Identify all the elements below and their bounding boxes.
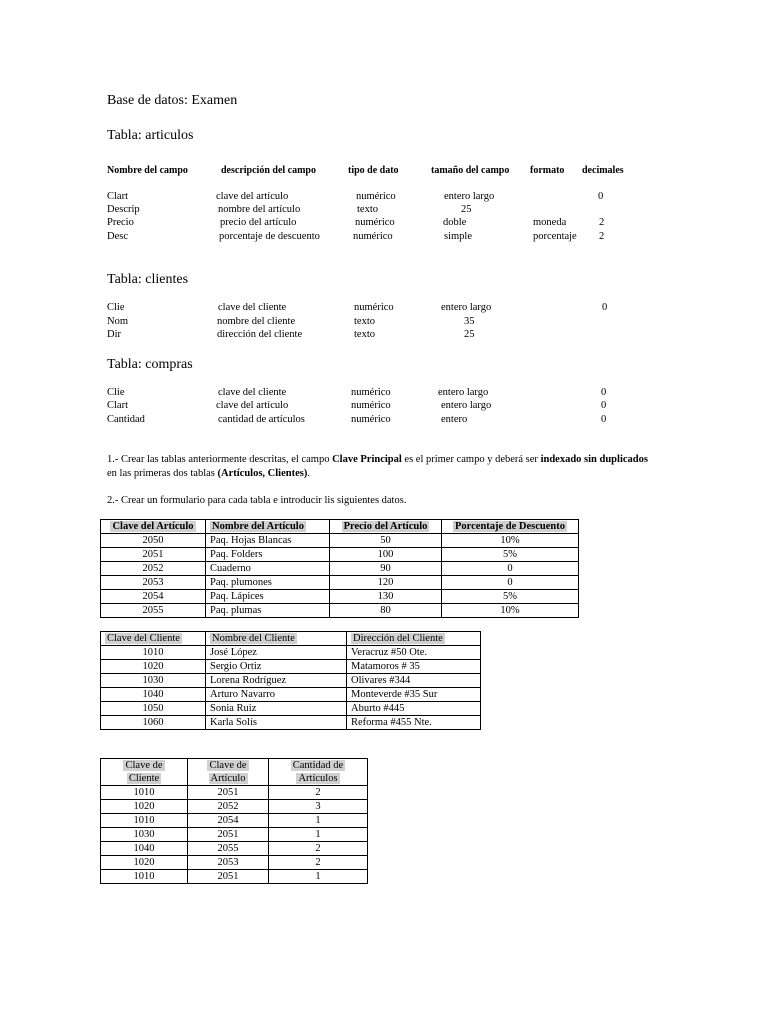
field-row: Clart (107, 191, 128, 202)
table-row: 1010 2051 1 (101, 870, 368, 884)
field-header-tamano: tamaño del campo (431, 165, 510, 176)
table-row: 1030 2051 1 (101, 828, 368, 842)
field-row: dirección del cliente (217, 329, 303, 340)
field-row: entero largo (441, 302, 492, 313)
field-row: moneda (533, 217, 567, 228)
table-row: 1030 Lorena Rodríguez Olivares #344 (101, 674, 481, 688)
clientes-data-table (100, 631, 481, 730)
table-row: 1010 2051 2 (101, 786, 368, 800)
field-row: entero largo (444, 191, 495, 202)
field-row: 35 (464, 316, 475, 327)
field-row: clave del cliente (218, 387, 287, 398)
field-row: clave del artículo (216, 400, 289, 411)
field-header-descripcion: descripción del campo (221, 165, 316, 176)
table-row: 1020 Sergio Ortiz Matamoros # 35 (101, 660, 481, 674)
col-header: Nombre del Artículo (206, 520, 330, 534)
field-row: Precio (107, 217, 134, 228)
col-header: Clave del Artículo (101, 520, 206, 534)
field-row: porcentaje de descuento (219, 231, 320, 242)
field-row: Cantidad (107, 414, 145, 425)
field-header-formato: formato (530, 165, 565, 176)
field-row: 0 (598, 191, 604, 202)
field-row: 25 (464, 329, 475, 340)
field-row: texto (354, 316, 375, 327)
articulos-data-table (100, 519, 579, 618)
field-row: entero largo (441, 400, 492, 411)
table-row: 2052 Cuaderno 90 0 (101, 562, 579, 576)
field-row: 0 (601, 414, 607, 425)
section-title-articulos: Tabla: articulos (107, 128, 194, 143)
field-row: Descrip (107, 204, 140, 215)
table-row: 1040 2055 2 (101, 842, 368, 856)
field-row: numérico (356, 191, 396, 202)
table-row: 2051 Paq. Folders 100 5% (101, 548, 579, 562)
field-row: numérico (351, 387, 391, 398)
col-header: Precio del Artículo (330, 520, 442, 534)
field-row: numérico (353, 231, 393, 242)
col-header: Clave de Artículo (188, 759, 269, 786)
section-title-compras: Tabla: compras (107, 357, 193, 372)
col-header: Nombre del Cliente (206, 632, 347, 646)
field-row: entero largo (438, 387, 489, 398)
table-row: 1020 2053 2 (101, 856, 368, 870)
field-row: numérico (351, 400, 391, 411)
field-row: Nom (107, 316, 128, 327)
field-row: clave del cliente (218, 302, 287, 313)
col-header: Cantidad de Artículos (269, 759, 368, 786)
field-row: 2 (599, 217, 605, 228)
table-row: 1050 Sonia Ruiz Aburto #445 (101, 702, 481, 716)
field-row: Clart (107, 400, 128, 411)
compras-data-table (100, 758, 368, 884)
field-row: Dir (107, 329, 121, 340)
section-title-clientes: Tabla: clientes (107, 272, 189, 287)
col-header: Clave del Cliente (101, 632, 206, 646)
table-row: 1010 José López Veracruz #50 Ote. (101, 646, 481, 660)
field-row: numérico (354, 302, 394, 313)
field-row: clave del artículo (216, 191, 289, 202)
field-row: Clie (107, 387, 125, 398)
instruction-2: 2.- Crear un formulario para cada tabla e introducir lis siguientes datos. (107, 495, 407, 506)
table-row: 2055 Paq. plumas 80 10% (101, 604, 579, 618)
col-header: Porcentaje de Descuento (442, 520, 579, 534)
field-row: cantidad de artículos (218, 414, 305, 425)
field-row: doble (443, 217, 467, 228)
table-row: 1020 2052 3 (101, 800, 368, 814)
field-row: nombre del artículo (218, 204, 301, 215)
field-row: 25 (461, 204, 472, 215)
field-row: texto (357, 204, 378, 215)
field-row: entero (441, 414, 468, 425)
field-row: numérico (351, 414, 391, 425)
field-header-tipo: tipo de dato (348, 165, 399, 176)
field-row: 0 (601, 387, 607, 398)
table-row: 2054 Paq. Lápices 130 5% (101, 590, 579, 604)
field-row: simple (444, 231, 472, 242)
table-row: 2053 Paq. plumones 120 0 (101, 576, 579, 590)
field-row: 0 (601, 400, 607, 411)
field-row: Desc (107, 231, 128, 242)
field-row: nombre del cliente (217, 316, 296, 327)
table-row: 2050 Paq. Hojas Blancas 50 10% (101, 534, 579, 548)
col-header: Clave de Cliente (101, 759, 188, 786)
field-row: 2 (599, 231, 605, 242)
table-row: 1010 2054 1 (101, 814, 368, 828)
document-title: Base de datos: Examen (107, 93, 238, 108)
instruction-1: 1.- Crear las tablas anteriormente descritas, el campo Clave Principal es el primer campo y deberá ser indexado sin duplicados en las primeras dos tablas (Artículos, Clientes). (107, 454, 648, 479)
field-row: porcentaje (533, 231, 577, 242)
field-header-nombre: Nombre del campo (107, 165, 188, 176)
table-row: 1060 Karla Solís Reforma #455 Nte. (101, 716, 481, 730)
field-row: 0 (602, 302, 608, 313)
col-header: Dirección del Cliente (347, 632, 481, 646)
field-row: numérico (355, 217, 395, 228)
table-row: 1040 Arturo Navarro Monteverde #35 Sur (101, 688, 481, 702)
field-row: precio del artículo (220, 217, 297, 228)
field-header-decimales: decimales (582, 165, 624, 176)
field-row: Clie (107, 302, 125, 313)
field-row: texto (354, 329, 375, 340)
